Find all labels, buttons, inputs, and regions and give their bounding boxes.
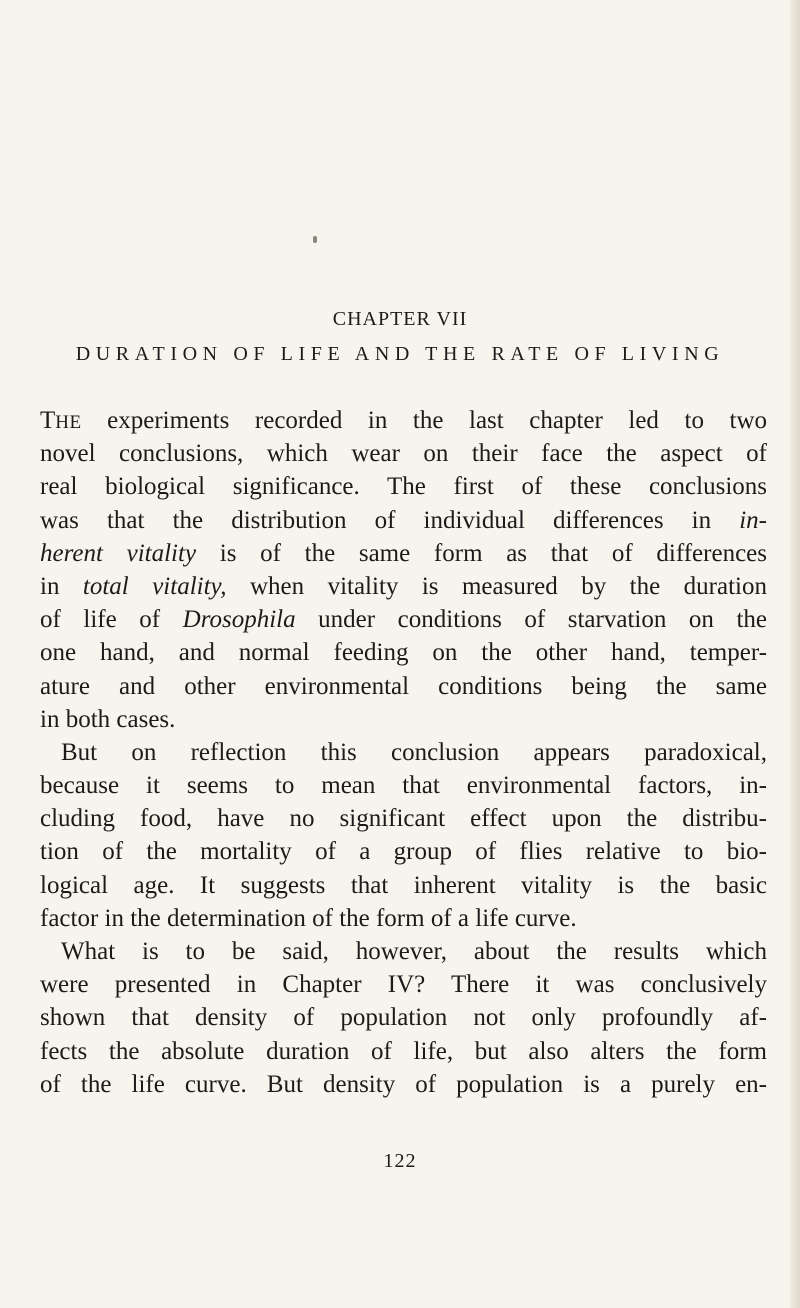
italic-term: total vitality, (82, 572, 227, 600)
text-line: real biological significance. The first of these conclusions (40, 473, 767, 501)
text-line: were presented in Chapter IV? There it was conclusively (40, 971, 767, 999)
text-line: of the life curve. But density of population is a purely en- (40, 1070, 767, 1098)
text-line: of life of Drosophila under conditions of starvation on the (40, 606, 767, 634)
ink-speck (313, 236, 317, 243)
italic-term: in- (739, 506, 767, 534)
text-line: one hand, and normal feeding on the other hand, temper- (40, 639, 767, 667)
text-line: logical age. It suggests that inherent vitality is the basic (40, 871, 767, 899)
italic-term: herent vitality (40, 539, 197, 567)
page-edge (790, 0, 800, 1308)
text-line: But on reflection this conclusion appears paradoxical, (61, 738, 767, 766)
text-line: What is to be said, however, about the results which (61, 938, 767, 965)
text-line: THE experiments recorded in the last chapter led to two (40, 407, 767, 434)
text-line: in both cases. (40, 705, 176, 733)
text-line: fects the absolute duration of life, but also alters the form (40, 1037, 767, 1065)
text-line: factor in the determination of the form of a life curve. (40, 904, 577, 932)
chapter-title: DURATION OF LIFE AND THE RATE OF LIVING (75, 343, 725, 365)
italic-term: Drosophila (182, 606, 296, 634)
text-line: herent vitality is of the same form as that of differences (40, 539, 767, 567)
text-line: novel conclusions, which wear on their face the aspect of (40, 440, 767, 468)
text-line: tion of the mortality of a group of flies relative to bio- (40, 838, 767, 866)
text-line: in total vitality, when vitality is measured by the duration (40, 572, 767, 600)
text-line: shown that density of population not only profoundly af- (40, 1004, 767, 1032)
page-number: 122 (383, 1150, 417, 1172)
text-line: because it seems to mean that environmental factors, in- (40, 772, 767, 800)
text-line: was that the distribution of individual differences in in- (40, 506, 767, 534)
text-line: ature and other environmental conditions being the same (40, 672, 767, 700)
text-line: cluding food, have no significant effect upon the distribu- (40, 805, 767, 833)
body-text (40, 404, 767, 1101)
chapter-number: CHAPTER VII (332, 308, 468, 330)
